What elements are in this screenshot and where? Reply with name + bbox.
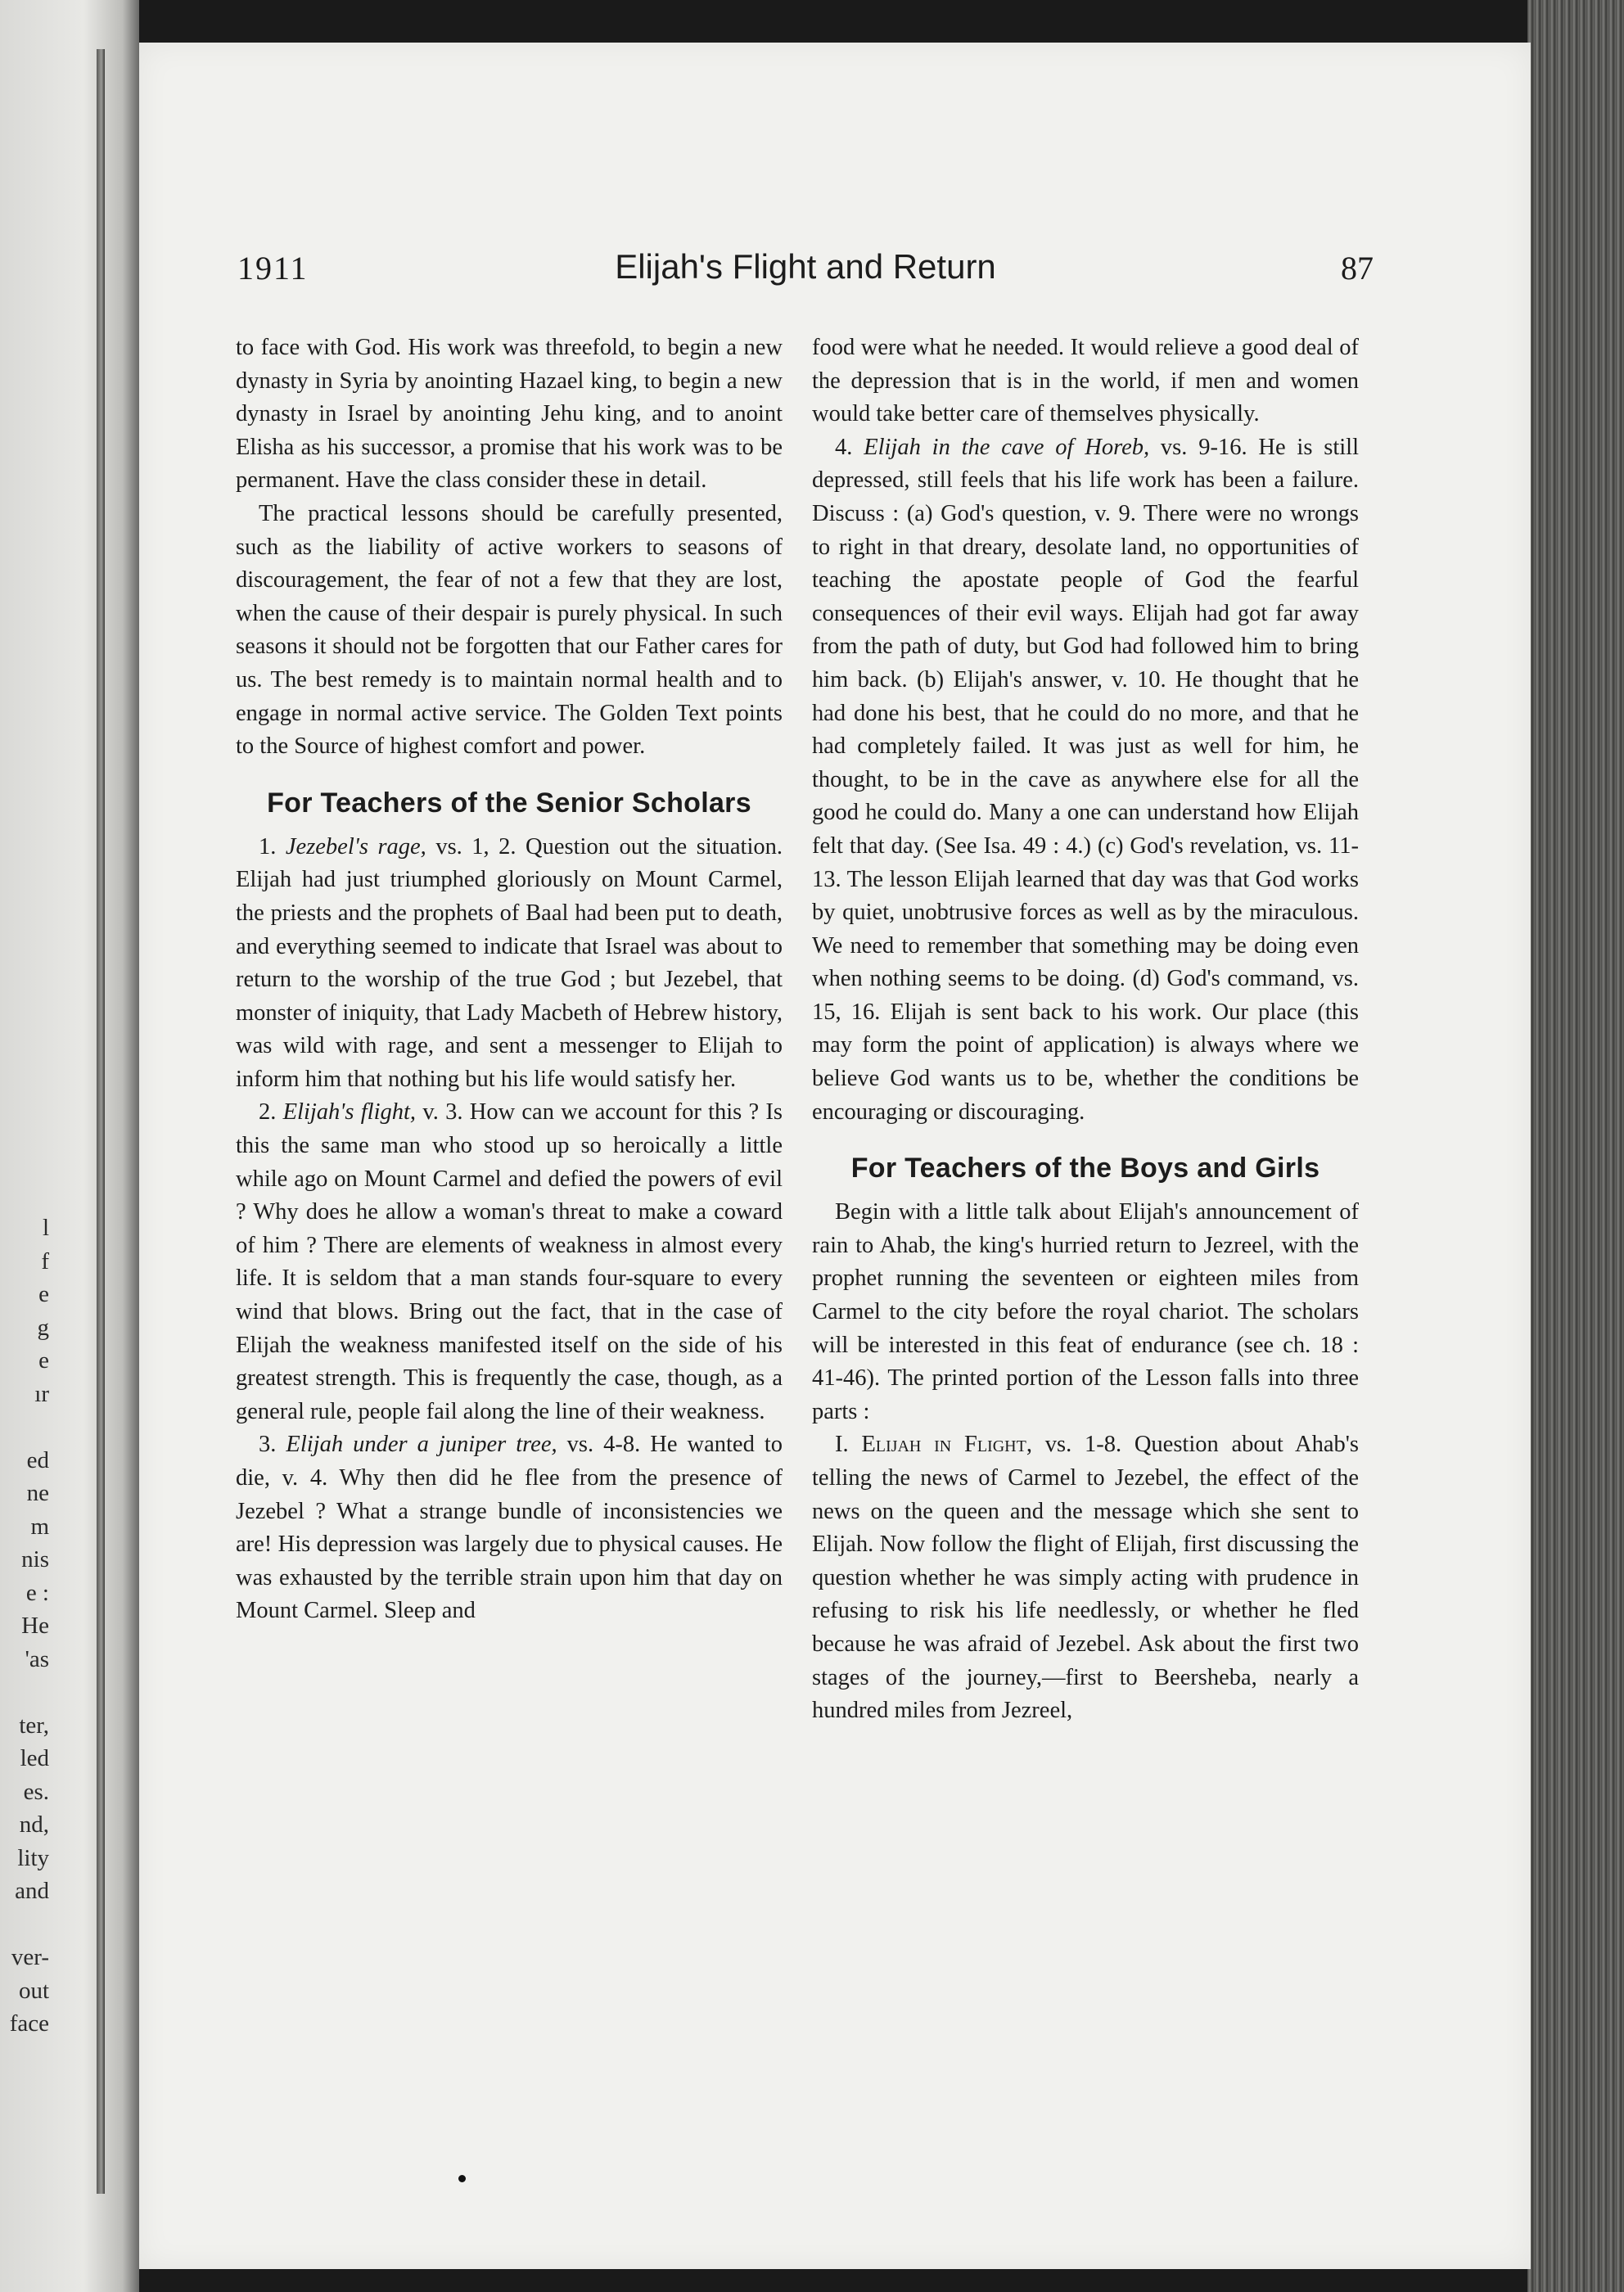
bleed-line: ır [34, 1380, 49, 1407]
item-title: Jezebel's rage, [285, 833, 426, 860]
item-title: Elijah in the cave of Horeb, [864, 434, 1150, 460]
left-column [236, 332, 783, 1628]
bleed-line: l [42, 1215, 49, 1241]
item-text: vs. 1-8. Question about Ahab's telling the news of Carmel to Jezebel, the effect of the news on the queen and the message which she sent to Elijah. Now follow the flight of Elijah, first discussing the question whether he was simply acting with prudence in refusing to risk his life needlessly, or whether he fled because he was afraid of Jezebel. Ask about the first two stages of the journey,—first to Beersheba, nearly a hundred miles from Jezreel, [812, 1432, 1359, 1724]
numbered-paragraph [236, 1428, 783, 1628]
bleed-line: ne [26, 1480, 49, 1506]
page-number: 87 [1341, 250, 1374, 286]
bleed-line: e : [25, 1579, 49, 1606]
item-text: vs. 4-8. He wanted to die, v. 4. Why then did he flee from the presence of Jezebel ? What a strange bundle of inconsistencies we are! His depression was largely due to physical causes. He was exhausted by the terrible strain upon him that day on Mount Carmel. Sleep and [236, 1432, 783, 1624]
bleed-line: nis [21, 1546, 49, 1572]
paragraph: to face with God. His work was threefold, to begin a new dynasty in Syria by anointing Hazael king, to begin a new dynasty in Israel by anointing Jehu king, and to anoint Elisha as his successor, a promise that his work was to be permanent. Have the class consider these in detail. [236, 335, 783, 494]
book-page [139, 43, 1531, 2269]
bleed-line: e [38, 1281, 49, 1307]
bleed-line: e [38, 1347, 49, 1374]
running-head-title: Elijah's Flight and Return [615, 247, 996, 286]
bleed-line: He [21, 1613, 49, 1639]
numbered-paragraph [236, 831, 783, 1097]
left-page-edge [0, 0, 139, 2292]
bleed-line [0, 1908, 49, 1942]
bleed-line: ver- [11, 1944, 49, 1970]
bleed-line: f [41, 1248, 49, 1275]
bleed-line: 'as [25, 1645, 49, 1672]
bleed-line: lity [17, 1844, 49, 1871]
bleed-line: ter, [19, 1712, 49, 1739]
bleed-line: es. [23, 1778, 49, 1805]
item-title: I. Elijah in Flight, [835, 1432, 1032, 1458]
item-number: 3. [259, 1432, 277, 1458]
running-head [237, 249, 1374, 306]
bleed-line: ed [26, 1446, 49, 1473]
numbered-paragraph [812, 1428, 1359, 1727]
bleed-line: nd, [19, 1811, 49, 1838]
paragraph: The practical lessons should be carefully presented, such as the liability of active workers to seasons of discouragement, the fear of not a few that they are lost, when the cause of their despair is purely physical. In such seasons it should not be forgotten that our Father cares for us. The best remedy is to maintain normal health and to engage in normal active service. The Golden Text points to the Source of highest comfort and power. [236, 500, 783, 760]
section-heading-boys-and-girls: For Teachers of the Boys and Girls [850, 1153, 1320, 1184]
item-title: Elijah under a juniper tree, [286, 1432, 557, 1458]
item-text: v. 3. How can we account for this ? Is this the same man who stood up so heroically a little while ago on Mount Carmel and defied the powers of evil ? Why does he allow a woman's threat to make a coward of him ? There are elements of weakness in almost every life. It is seldom that a man stands four-square to every wind that blows. Bring out the fact, that in the case of Elijah the weakness manifested itself on the side of his greatest strength. This is frequently the case, though, as a general rule, people fail along the line of their weakness. [236, 1099, 783, 1424]
right-column [812, 332, 1359, 1728]
numbered-paragraph [236, 1096, 783, 1428]
book-fore-edge [1527, 0, 1624, 2292]
item-text: vs. 9-16. He is still depressed, still feels that his life work has been a failure. Discuss : (a) God's question, v. 9. There were no wrongs to right in that dreary, desolate land, no opportunities of teaching the apostate people of God the fearful consequences of their evil ways. Elijah had got far away from the path of duty, but God had followed him to bring him back. (b) Elijah's answer, v. 10. He thought that he had done his best, that he could do no more, and that he had completely failed. It was just as well for him, he thought, to be in the cave as anywhere else for all the good he could do. Many a one can understand how Elijah felt that day. (See Isa. 49 : 4.) (c) God's revelation, vs. 11-13. The lesson Elijah learned that day was that God works by quiet, unobtrusive forces as well as by the miraculous. We need to remember that something may be doing even when nothing seems to be doing. (d) God's command, vs. 15, 16. Elijah is sent back to his work. Our place (this may form the point of application) is always where we believe God wants us to be, whether the conditions be encouraging or discouraging. [812, 434, 1359, 1125]
bleed-line: and [15, 1878, 49, 1904]
bleed-line: out [18, 1977, 49, 2004]
bleed-line [0, 1410, 49, 1444]
numbered-paragraph [812, 431, 1359, 1129]
section-heading-senior-scholars: For Teachers of the Senior Scholars [267, 787, 751, 819]
bleed-line: g [37, 1314, 49, 1341]
bleed-line: face [9, 2010, 49, 2037]
facing-page-bleed-text [0, 1211, 49, 2041]
left-page-gutter [97, 49, 105, 2194]
paragraph: Begin with a little talk about Elijah's announcement of rain to Ahab, the king's hurried return to Jezreel, with the prophet running the seventeen or eighteen miles from Carmel to the city before the royal chariot. The scholars will be interested in this feat of endurance (see ch. 18 : 41-46). The printed portion of the Lesson falls into three parts : [812, 1199, 1359, 1424]
bleed-line: m [30, 1513, 49, 1540]
item-title: Elijah's flight, [282, 1099, 417, 1126]
bleed-line [0, 1676, 49, 1709]
item-number: 4. [835, 434, 853, 460]
item-number: 2. [259, 1099, 277, 1126]
running-head-year: 1911 [237, 250, 309, 286]
paragraph: food were what he needed. It would relieve a good deal of the depression that is in the world, if men and women would take better care of themselves physically. [812, 335, 1359, 427]
ink-speck [458, 2175, 466, 2182]
item-text: vs. 1, 2. Question out the situation. Elijah had just triumphed gloriously on Mount Carmel, the priests and the prophets of Baal had been put to death, and everything seemed to indicate that Israel was about to return to the worship of the true God ; but Jezebel, that monster of iniquity, that Lady Macbeth of Hebrew history, was wild with rage, and sent a messenger to Elijah to inform him that nothing but his life would satisfy her. [236, 833, 783, 1092]
bleed-line: led [20, 1745, 49, 1771]
item-number: 1. [259, 833, 277, 860]
